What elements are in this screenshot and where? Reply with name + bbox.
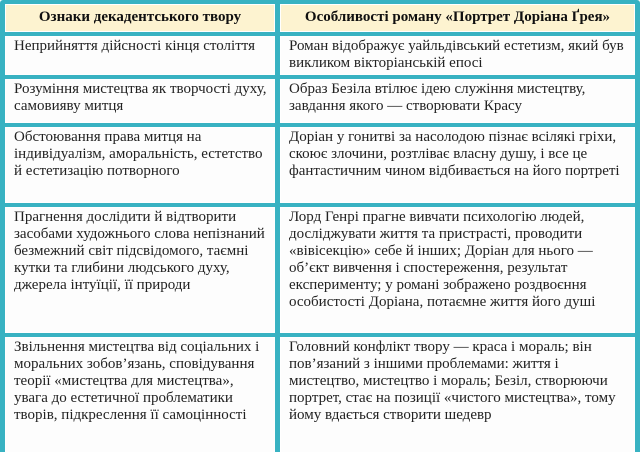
table-row: [5, 337, 635, 452]
cell-feature: Лорд Генрі прагне вивчати психологію людей, досліджувати життя та пристрасті, проводити «вівісекцію» себе й інших; Доріан для нього — об’єкт вивчення і спостереження, результат експерименту; у романі зображено роздвоєння особистості Доріана, потаємне життя його душі: [280, 207, 635, 333]
cell-trait: Розуміння мистецтва як творчості духу, самовияву митця: [5, 79, 275, 123]
header-cell-novel-features: Особливості роману «Портрет Доріана Ґрея»: [280, 4, 635, 32]
cell-trait: Прагнення дослідити й відтворити засобами художнього слова непізнаний безмежний світ підсвідомого, таємні кутки та глибини людського духу, джерела інтуїції, її природи: [5, 207, 275, 333]
cell-feature: Головний конфлікт твору — краса і мораль; він пов’язаний з іншими проблемами: життя і мистецтво, мистецтво і мораль; Безіл, створюючи портрет, стає на позиції «чистого мистецтва», тому йому вдається створити шедевр: [280, 337, 635, 452]
table-row: [5, 36, 635, 75]
table-row: [5, 79, 635, 123]
header-row: [5, 4, 635, 32]
table-row: [5, 127, 635, 203]
cell-trait: Неприйняття дійсності кінця століття: [5, 36, 275, 75]
header-cell-decadent-traits: Ознаки декадентського твору: [5, 4, 275, 32]
cell-trait: Звільнення мистецтва від соціальних і моральних зобов’язань, сповідування теорії «мистецтва для мистецтва», увага до естетичної проблематики творів, підкреслення її самоцінності: [5, 337, 275, 452]
cell-feature: Образ Безіла втілює ідею служіння мистецтву, завдання якого — створювати Красу: [280, 79, 635, 123]
cell-feature: Доріан у гонитві за насолодою пізнає всілякі гріхи, скоює злочини, розтліває власну душу, і все це фантастичним чином відбивається на його портреті: [280, 127, 635, 203]
table-row: [5, 207, 635, 333]
cell-feature: Роман відображує уайльдівський естетизм, який був викликом вікторіанській епосі: [280, 36, 635, 75]
cell-trait: Обстоювання права митця на індивідуалізм, аморальність, естетство й естетизацію потворного: [5, 127, 275, 203]
